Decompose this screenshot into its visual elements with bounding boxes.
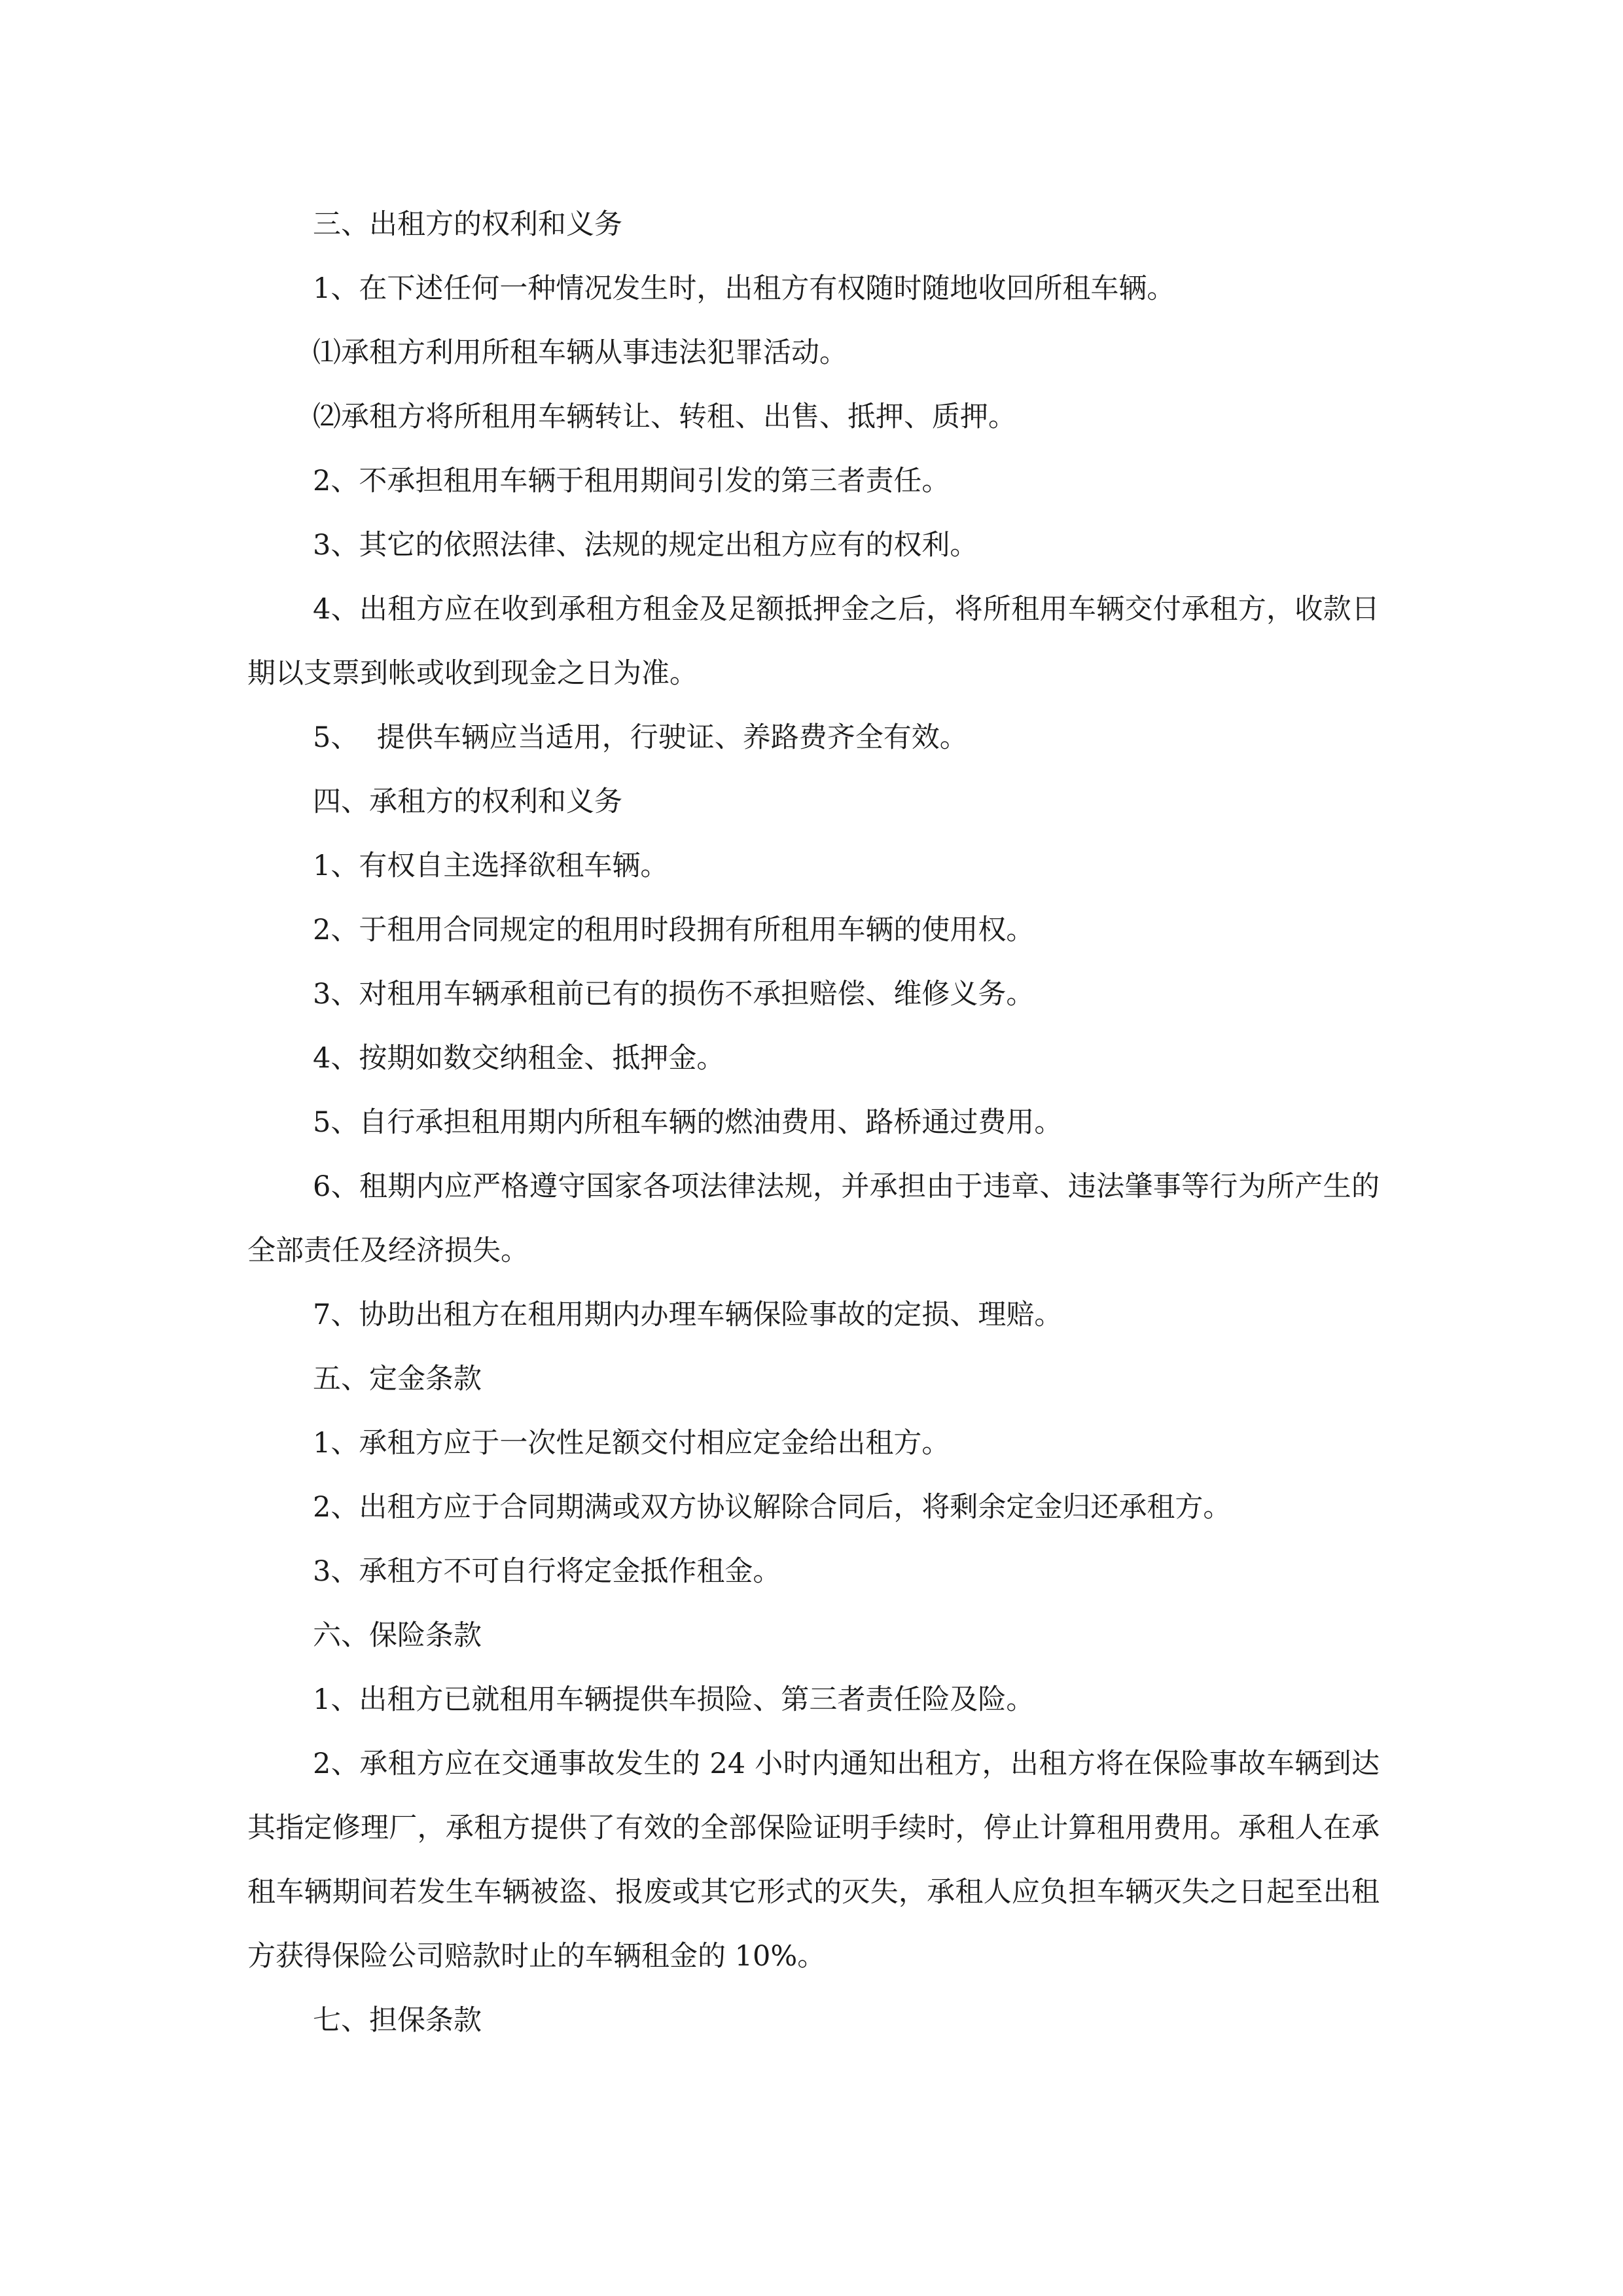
clause-paragraph: 4、出租方应在收到承租方租金及足额抵押金之后，将所租用车辆交付承租方，收款日期以支票到帐或收到现金之日为准。 xyxy=(247,593,1380,690)
clause-paragraph: 5、自行承担租用期内所租车辆的燃油费用、路桥通过费用。 xyxy=(313,1106,1063,1139)
section-heading: 三、出租方的权利和义务 xyxy=(313,208,622,241)
section-heading: 六、保险条款 xyxy=(313,1619,482,1652)
clause-paragraph: 2、于租用合同规定的租用时段拥有所租用车辆的使用权。 xyxy=(313,914,1035,946)
clause-paragraph: 6、租期内应严格遵守国家各项法律法规，并承担由于违章、违法肇事等行为所产生的全部责任及经济损失。 xyxy=(247,1170,1380,1267)
clause-paragraph: 4、按期如数交纳租金、抵押金。 xyxy=(313,1042,725,1075)
section-heading: 五、定金条款 xyxy=(313,1363,482,1395)
clause-paragraph: 2、承租方应在交通事故发生的 24 小时内通知出租方，出租方将在保险事故车辆到达其指定修理厂，承租方提供了有效的全部保险证明手续时，停止计算租用费用。承租人在承租车辆期间若发生车辆被盗、报废或其它形式的灭失，承租人应负担车辆灭失之日起至出租方获得保险公司赔款时止的车辆租金的 10%。 xyxy=(247,1748,1380,1973)
section-heading: 四、承租方的权利和义务 xyxy=(313,785,622,818)
clause-paragraph: 1、有权自主选择欲租车辆。 xyxy=(313,850,669,882)
clause-paragraph: 3、对租用车辆承租前已有的损伤不承担赔偿、维修义务。 xyxy=(313,978,1035,1011)
clause-paragraph: 1、在下述任何一种情况发生时，出租方有权随时随地收回所租车辆。 xyxy=(313,272,1175,305)
clause-paragraph: 3、其它的依照法律、法规的规定出租方应有的权利。 xyxy=(313,529,978,562)
clause-paragraph: 3、承租方不可自行将定金抵作租金。 xyxy=(313,1555,781,1588)
clause-paragraph: ⑴承租方利用所租车辆从事违法犯罪活动。 xyxy=(313,336,847,369)
clause-paragraph: 1、出租方已就租用车辆提供车损险、第三者责任险及险。 xyxy=(313,1683,1035,1716)
clause-paragraph: 1、承租方应于一次性足额交付相应定金给出租方。 xyxy=(313,1427,950,1460)
clause-paragraph: 2、出租方应于合同期满或双方协议解除合同后，将剩余定金归还承租方。 xyxy=(313,1491,1232,1524)
section-heading: 七、担保条款 xyxy=(313,2004,482,2037)
clause-paragraph: 2、不承担租用车辆于租用期间引发的第三者责任。 xyxy=(313,465,950,497)
clause-paragraph: ⑵承租方将所租用车辆转让、转租、出售、抵押、质押。 xyxy=(313,401,1016,433)
clause-paragraph: 7、协助出租方在租用期内办理车辆保险事故的定损、理赔。 xyxy=(313,1299,1063,1331)
clause-paragraph: 5、 提供车辆应当适用，行驶证、养路费齐全有效。 xyxy=(313,721,968,754)
document-body xyxy=(247,192,1380,2053)
